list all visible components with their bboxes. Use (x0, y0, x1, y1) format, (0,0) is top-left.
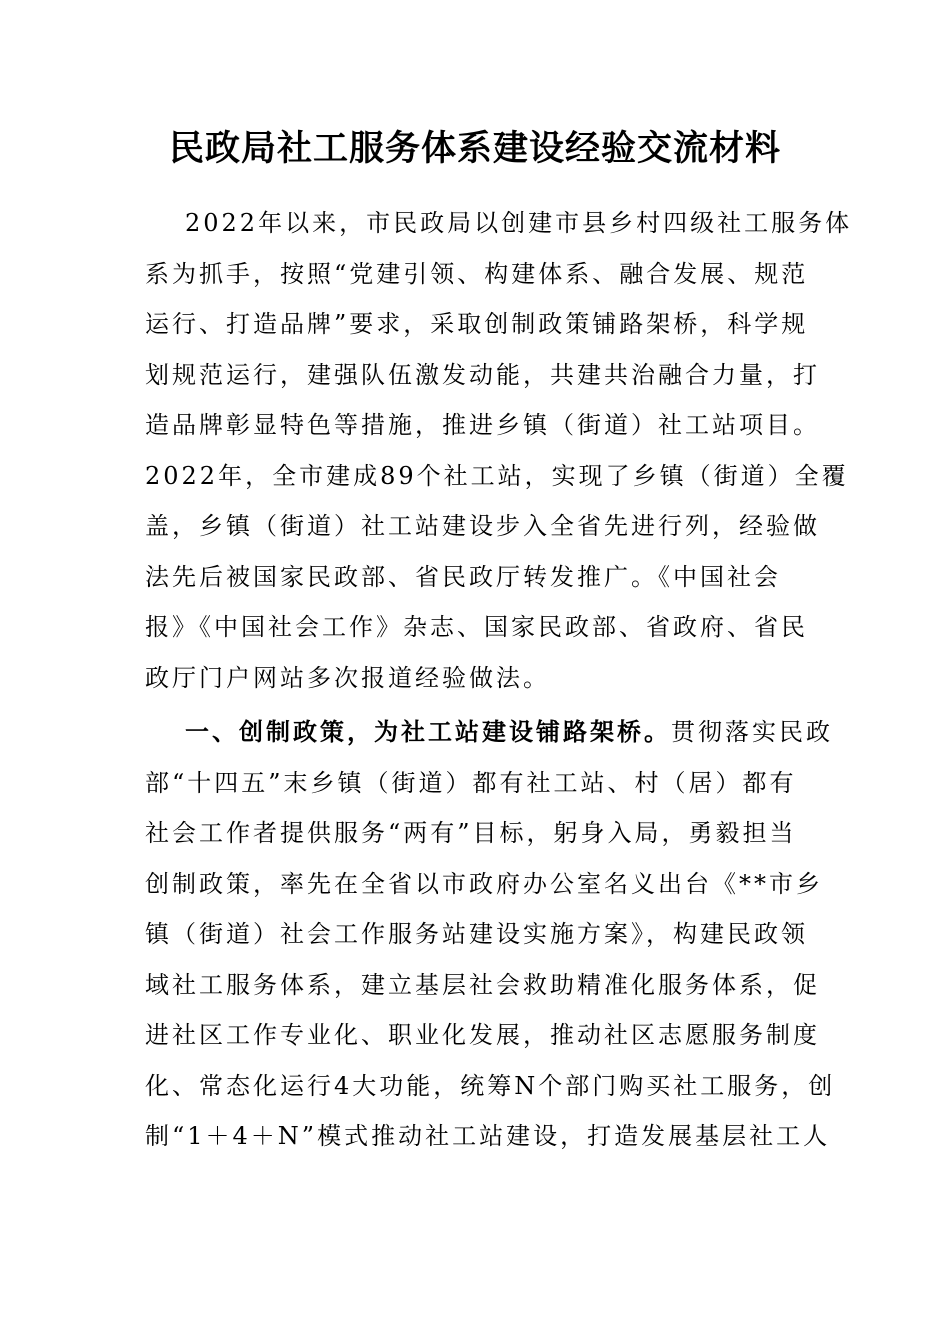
paragraph-line: 运行、打造品牌”要求，采取创制政策铺路架桥，科学规 (145, 310, 809, 338)
paragraph-line: 社会工作者提供服务“两有”目标，躬身入局，勇毅担当 (145, 819, 797, 847)
paragraph-line: 造品牌彰显特色等措施，推进乡镇（街道）社工站项目。 (145, 411, 820, 439)
paragraph-line-rest: 贯彻落实民政 (671, 718, 833, 746)
paragraph-line: 制“1＋4＋N”模式推动社工站建设，打造发展基层社工人 (145, 1122, 831, 1150)
paragraph-line: 法先后被国家民政部、省民政厅转发推广。《中国社会 (145, 562, 781, 591)
paragraph-line: 进社区工作专业化、职业化发展，推动社区志愿服务制度 (145, 1021, 820, 1049)
paragraph-line: 盖，乡镇（街道）社工站建设步入全省先进行列，经验做 (145, 512, 820, 540)
paragraph-section-one (145, 707, 836, 1162)
paragraph-line: 系为抓手，按照“党建引领、构建体系、融合发展、规范 (145, 259, 809, 288)
paragraph-line: 划规范运行，建强队伍激发动能，共建共治融合力量，打 (145, 360, 820, 389)
document-title: 民政局社工服务体系建设经验交流材料 (168, 128, 781, 169)
paragraph-line: 报》《中国社会工作》杂志、国家民政部、省政府、省民 (145, 613, 808, 641)
paragraph-first-line (145, 707, 833, 758)
paragraph-line: 化、常态化运行4大功能，统筹N个部门购买社工服务，创 (145, 1071, 836, 1100)
paragraph-line: 政厅门户网站多次报道经验做法。 (145, 663, 550, 692)
paragraph-line: 创制政策，率先在全省以市政府办公室名义出台《**市乡 (145, 869, 823, 898)
paragraph-line: 镇（街道）社会工作服务站建设实施方案》，构建民政领 (145, 920, 808, 948)
paragraph-line: 域社工服务体系，建立基层社会救助精准化服务体系，促 (145, 970, 820, 999)
paragraph-line: 2022年以来，市民政局以创建市县乡村四级社工服务体 (185, 209, 853, 237)
paragraph-intro (145, 198, 853, 703)
section-heading: 一、创制政策，为社工站建设铺路架桥。 (185, 717, 671, 746)
paragraph-line: 2022年，全市建成89个社工站，实现了乡镇（街道）全覆 (145, 461, 849, 490)
paragraph-line: 部“十四五”末乡镇（街道）都有社工站、村（居）都有 (145, 768, 797, 797)
